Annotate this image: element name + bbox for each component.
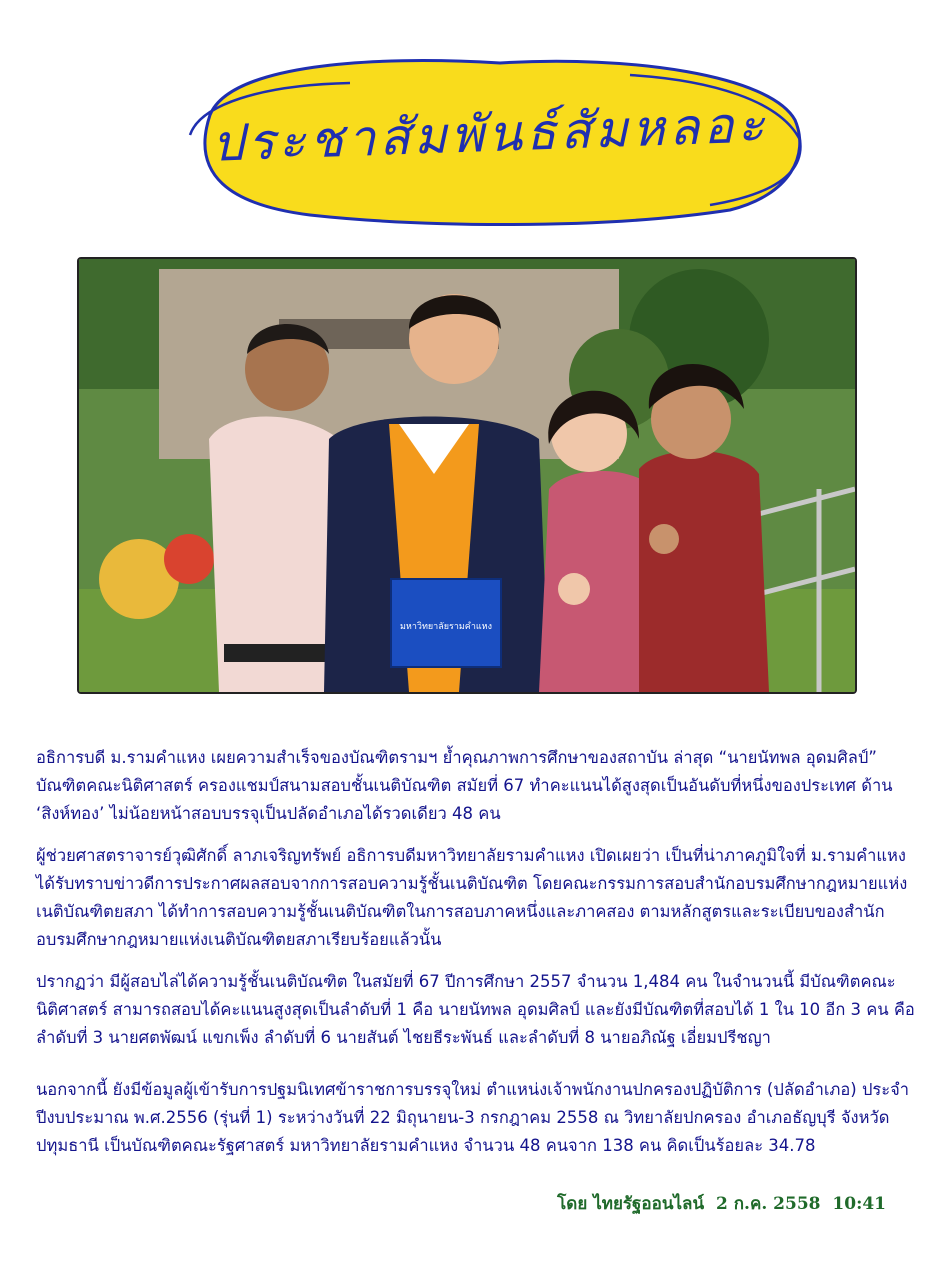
article-paragraph-3: ปรากฏว่า มีผู้สอบไล่ได้ความรู้ชั้นเนติบัณฑิต ในสมัยที่ 67 ปีการศึกษา 2557 จำนวน 1,484 คน ในจำนวนนี้ มีบัณฑิตคณะนิติศาสตร์ สามารถสอบได้คะแนนสูงสุดเป็นลำดับที่ 1 คือ นายนัทพล อุดมศิลป์ และยังมีบัณฑิตที่สอบได้ 1 ใน 10 อีก 3 คน คือ ลำดับที่ 3 นายศตพัฒน์ แขกเพ็ง ลำดับที่ 6 นายสันต์ ไชยธีระพันธ์ และลำดับที่ 8 นายอภิณัฐ เอี่ยมปรีชญา [36,972,915,1047]
byline-source: โดย ไทยรัฐออนไลน์ [557,1194,705,1214]
banner-title: ประชาสัมพันธ์สัมหลอะ [210,95,770,173]
certificate-text: มหาวิทยาลัยรามคำแหง [399,622,493,632]
byline-date: 2 ก.ค. 2558 [716,1194,821,1214]
byline [551,1190,886,1217]
byline-time: 10:41 [832,1194,886,1214]
article-paragraph-2: ผู้ช่วยศาสตราจารย์วุฒิศักดิ์ ลาภเจริญทรัพย์ อธิการบดีมหาวิทยาลัยรามคำแหง เปิดเผยว่า เป็นที่น่าภาคภูมิใจที่ ม.รามคำแหงได้รับทราบข่าวดีการประกาศผลสอบจากการสอบความรู้ชั้นเนติบัณฑิต โดยคณะกรรมการสอบสำนักอบรมศึกษากฎหมายแห่งเนติบัณฑิตยสภา ได้ทำการสอบความรู้ชั้นเนติบัณฑิตในการสอบภาคหนึ่งและภาคสอง ตามหลักสูตรและระเบียบของสำนักอบรมศึกษากฎหมายแห่งเนติบัณฑิตยสภาเรียบร้อยแล้วนั้น [36,846,908,949]
article-paragraph-4: นอกจากนี้ ยังมีข้อมูลผู้เข้ารับการปฐมนิเทศข้าราชการบรรจุใหม่ ตำแหน่งเจ้าพนักงานปกครองปฏิบัติการ (ปลัดอำเภอ) ประจำปีงบประมาณ พ.ศ.2556 (รุ่นที่ 1) ระหว่างวันที่ 22 มิถุนายน-3 กรกฎาคม 2558 ณ วิทยาลัยปกครอง อำเภอธัญบุรี จังหวัดปทุมธานี เป็นบัณฑิตคณะรัฐศาสตร์ มหาวิทยาลัยรามคำแหง จำนวน 48 คนจาก 138 คน คิดเป็นร้อยละ 34.78 [36,1080,910,1155]
banner [170,45,810,235]
graduation-photo [77,257,857,694]
article-paragraph-1: อธิการบดี ม.รามคำแหง เผยความสำเร็จของบัณฑิตรามฯ ย้ำคุณภาพการศึกษาของสถาบัน ล่าสุด “นายนัทพล อุดมศิลป์” บัณฑิตคณะนิติศาสตร์ ครองแชมป์สนามสอบชั้นเนติบัณฑิต สมัยที่ 67 ทำคะแนนได้สูงสุดเป็นอันดับที่หนึ่งของประเทศ ด้าน ‘สิงห์ทอง’ ไม่น้อยหน้าสอบบรรจุเป็นปลัดอำเภอได้รวดเดียว 48 คน [36,748,893,823]
news-article [36,744,916,1174]
